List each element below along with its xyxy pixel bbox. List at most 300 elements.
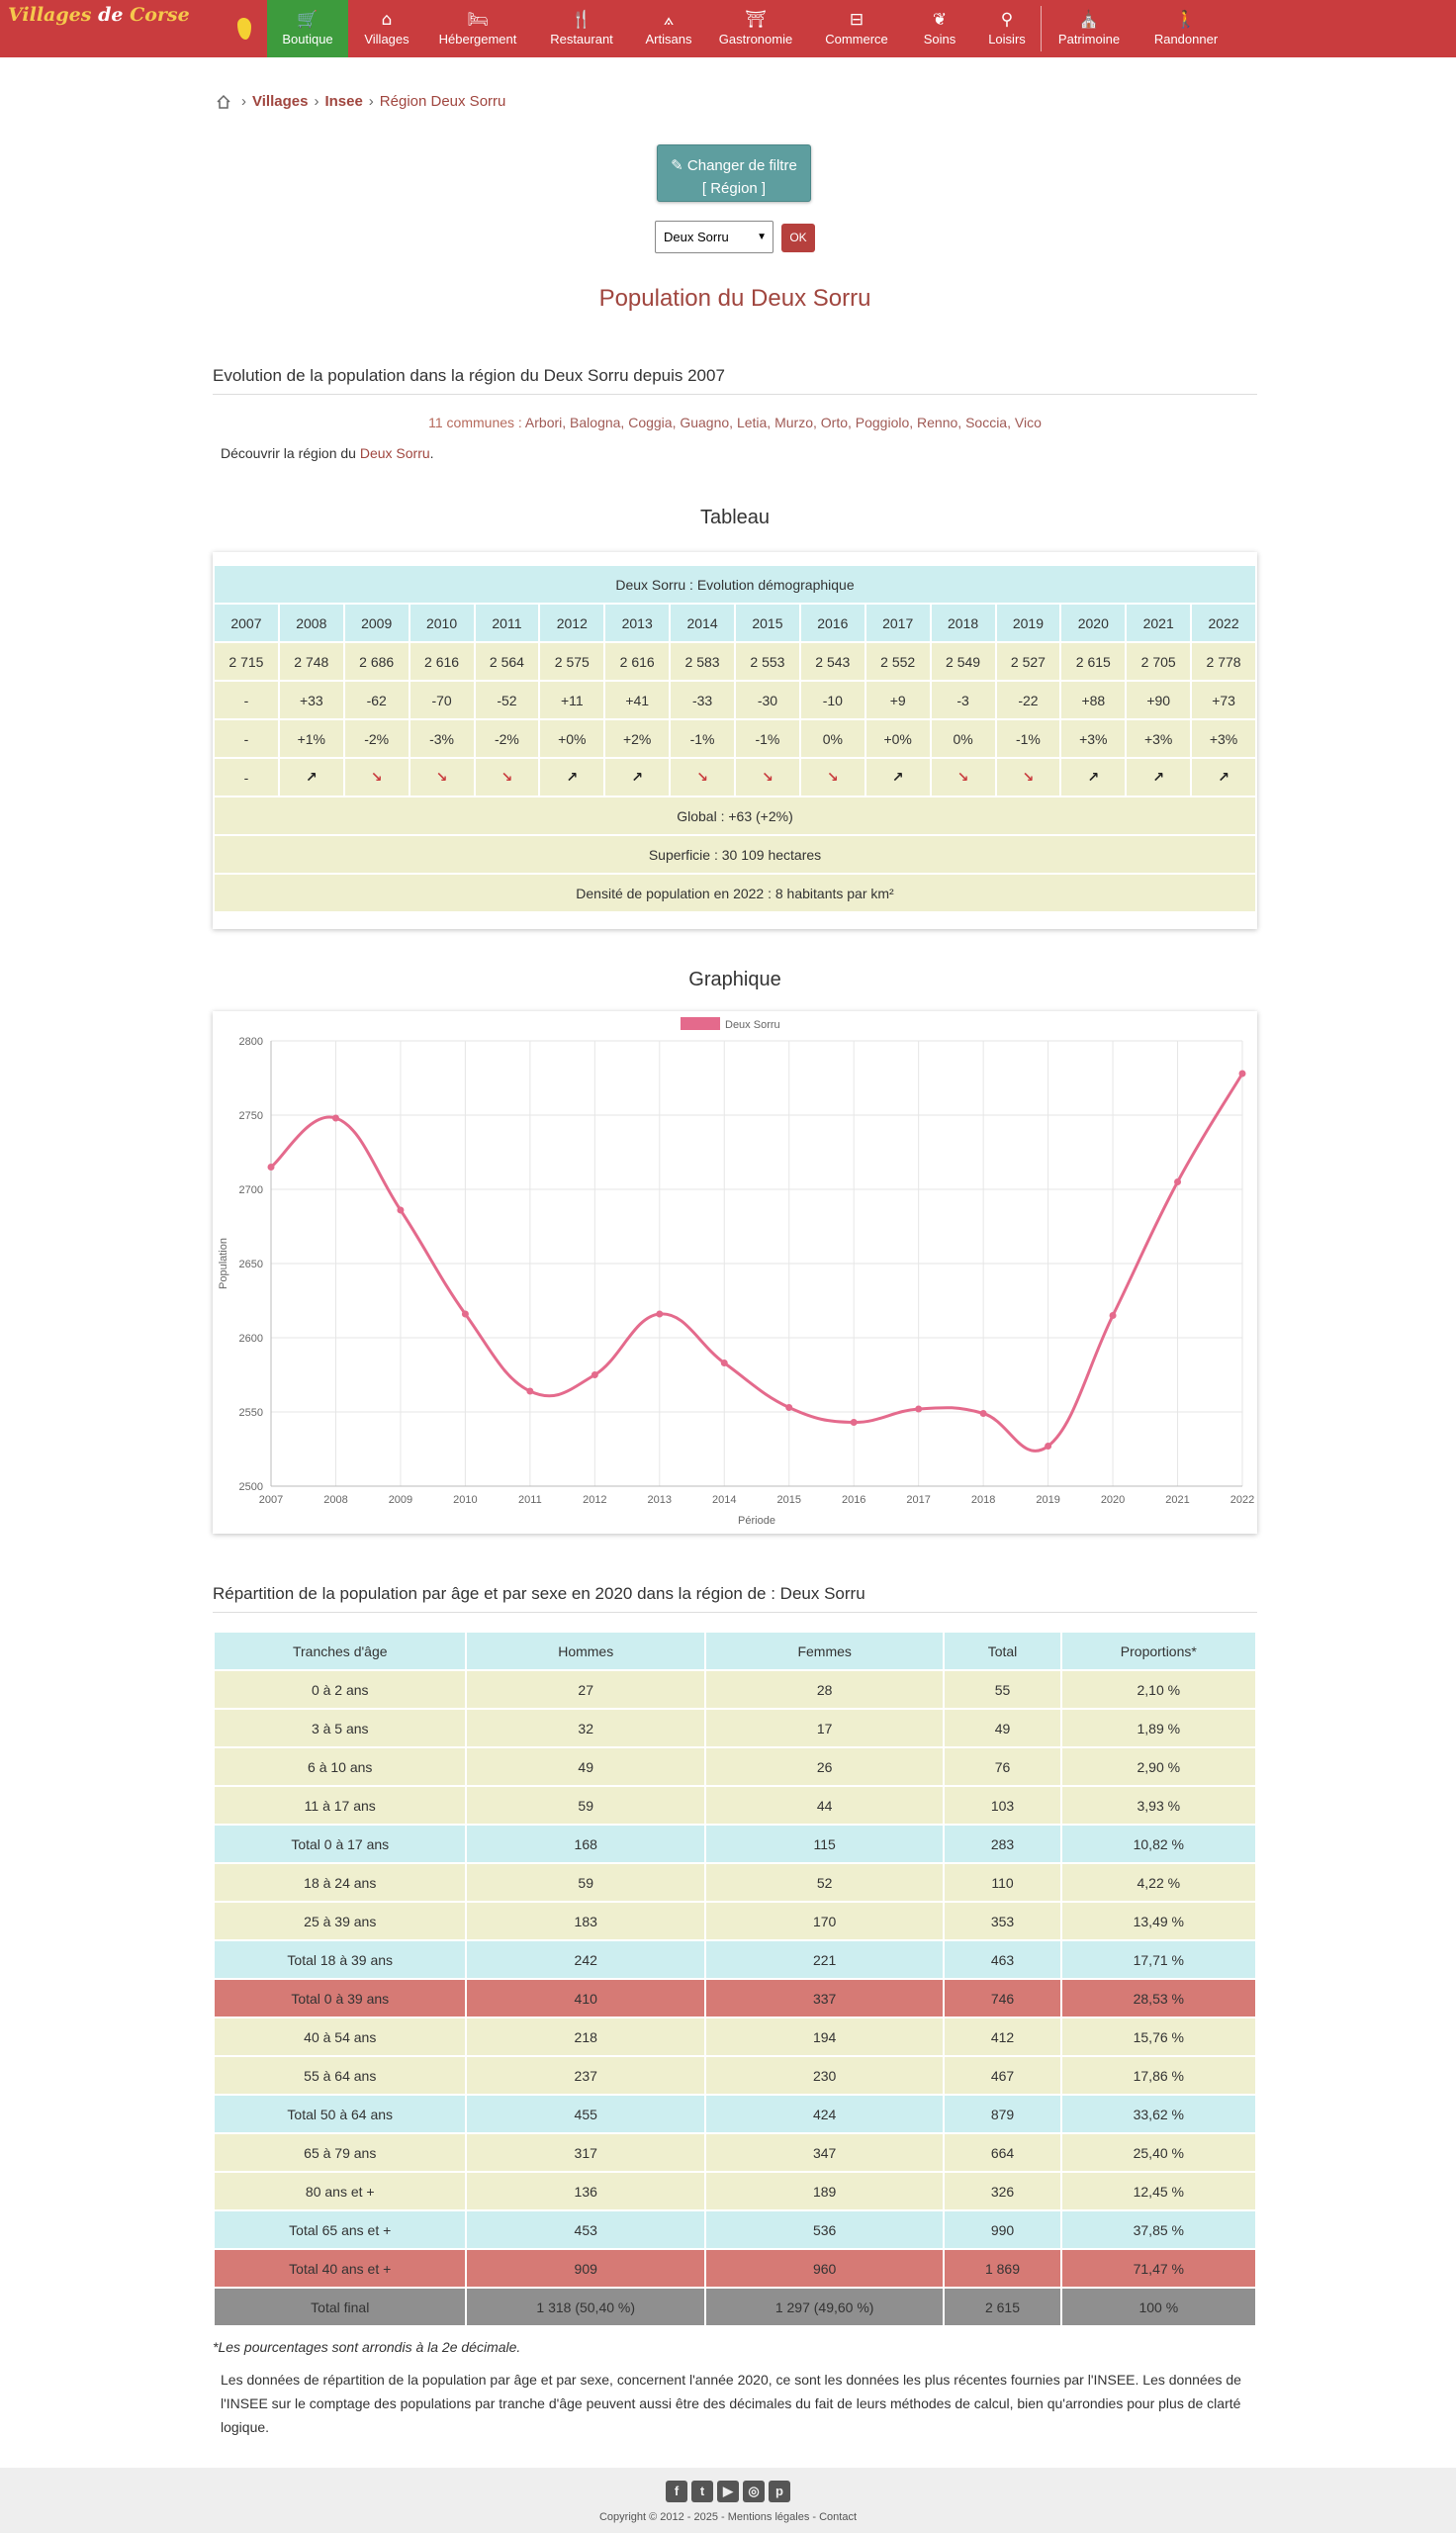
lotus-icon: ❦ (932, 10, 948, 30)
table-cell: 194 (705, 2017, 944, 2056)
diff-row-cell: - (214, 681, 279, 719)
corsica-map-icon[interactable] (237, 18, 251, 40)
table-cell: 237 (466, 2056, 704, 2095)
home-icon[interactable] (216, 94, 231, 110)
trend-up-icon: ↗ (1152, 770, 1165, 786)
insee-note: Les données de répartition de la population par âge et par sexe, concernent l'année 2020, ce sont les données les plus récentes fournies par l'INSEE. Les données de l'INSEE sur le comptage des populations par tranche d'âge peuvent aussi être des décimales du fait de leurs méthodes de calcul, bien qu'arrondies pour plus de clarté logique. (221, 2372, 1241, 2435)
nav-label: Gastronomie (718, 32, 793, 47)
social-links (666, 2481, 790, 2502)
table-cell: 353 (944, 1902, 1060, 1940)
population-row-cell: 2 748 (279, 642, 344, 681)
nav-item-loisirs[interactable] (973, 0, 1041, 57)
nav-label: Loisirs (988, 32, 1026, 47)
population-row-cell: 2 715 (214, 642, 279, 681)
series-line-deux-sorru (271, 1074, 1242, 1451)
pct-row-cell: +2% (604, 719, 670, 758)
table-cell: 18 à 24 ans (214, 1863, 466, 1902)
table-cell: 11 à 17 ans (214, 1786, 466, 1825)
x-tick-label: 2017 (906, 1494, 931, 1506)
table-cell: 1 869 (944, 2249, 1060, 2288)
x-tick-label: 2020 (1100, 1494, 1126, 1506)
table-cell: 183 (466, 1902, 704, 1940)
communes-links[interactable]: Arbori, Balogna, Coggia, Guagno, Letia, Murzo, Orto, Poggiolo, Renno, Soccia, Vico (524, 415, 1042, 430)
data-point[interactable] (851, 1420, 857, 1426)
table-cell: 2,90 % (1061, 1747, 1256, 1786)
evolution-heading: Evolution de la population dans la région du Deux Sorru depuis 2007 (213, 366, 1257, 395)
table-cell: 168 (466, 1825, 704, 1863)
year-row-cell: 2019 (996, 604, 1061, 642)
population-row-cell: 2 564 (475, 642, 540, 681)
y-axis-label: Population (218, 1238, 229, 1289)
brand-logo[interactable]: Villages de Corse (8, 4, 190, 26)
table-cell: 990 (944, 2210, 1060, 2249)
column-header: Proportions* (1061, 1632, 1256, 1670)
column-header: Femmes (705, 1632, 944, 1670)
data-point[interactable] (980, 1411, 986, 1417)
table-cell: 283 (944, 1825, 1060, 1863)
trend-up-icon: ↗ (1218, 770, 1229, 786)
population-row-cell: 2 686 (344, 642, 410, 681)
nav-label: Hébergement (438, 32, 517, 47)
table-cell: 664 (944, 2133, 1060, 2172)
x-axis-label: Période (738, 1515, 775, 1527)
trend-up-icon: ↗ (566, 770, 579, 786)
communes-list: 11 communes : Arbori, Balogna, Coggia, Guagno, Letia, Murzo, Orto, Poggiolo, Renno, Soccia, Vico (428, 415, 1042, 430)
nav-item-hébergement[interactable] (425, 0, 530, 57)
population-row-cell: 2 778 (1191, 642, 1256, 681)
year-row-cell: 2016 (800, 604, 865, 642)
pct-row-cell: +3% (1191, 719, 1256, 758)
diff-row-cell: +73 (1191, 681, 1256, 719)
tableau-heading: Tableau (699, 507, 771, 528)
trend-row-cell (344, 758, 410, 797)
year-row-cell: 2015 (735, 604, 800, 642)
diff-row-cell: -30 (735, 681, 800, 719)
year-row-cell: 2020 (1060, 604, 1126, 642)
table-row (214, 1940, 1256, 1979)
region-select[interactable]: Deux Sorru ▼ (655, 221, 774, 253)
nav-item-soins[interactable] (906, 0, 973, 57)
main-nav (267, 0, 1235, 57)
trend-row-cell (996, 758, 1061, 797)
table-cell: 463 (944, 1940, 1060, 1979)
nav-item-artisans[interactable] (633, 0, 704, 57)
table-cell: Total 0 à 39 ans (214, 1979, 466, 2017)
nav-item-boutique[interactable] (267, 0, 348, 57)
table-row (214, 1863, 1256, 1902)
table-cell: 59 (466, 1786, 704, 1825)
trend-down-icon: ↘ (370, 770, 383, 786)
diff-row (214, 681, 1256, 719)
table-row (214, 2172, 1256, 2210)
table-cell: 17 (705, 1709, 944, 1747)
year-row-cell: 2011 (475, 604, 540, 642)
population-row-cell: 2 527 (996, 642, 1061, 681)
trend-row-cell (475, 758, 540, 797)
change-filter-button[interactable]: ✎ Changer de filtre [ Région ] (657, 144, 811, 202)
trend-down-icon: ↘ (435, 770, 448, 786)
table-cell: 100 % (1061, 2288, 1256, 2326)
navbar (0, 0, 1456, 57)
diff-row-cell: +90 (1126, 681, 1191, 719)
x-tick-label: 2022 (1229, 1494, 1255, 1506)
trend-down-icon: ↘ (696, 770, 708, 786)
data-point[interactable] (1175, 1179, 1181, 1185)
twitter-icon[interactable]: t (691, 2481, 713, 2502)
table-cell: 6 à 10 ans (214, 1747, 466, 1786)
superficie-row-cell: Superficie : 30 109 hectares (214, 835, 1256, 874)
data-point[interactable] (1239, 1071, 1245, 1077)
x-tick-label: 2018 (970, 1494, 996, 1506)
trend-row-cell (539, 758, 604, 797)
trend-row-cell (410, 758, 475, 797)
y-tick-label: 2650 (238, 1259, 263, 1270)
diff-row-cell: -3 (931, 681, 996, 719)
pct-row-cell: +0% (539, 719, 604, 758)
monument-icon: ⛪ (1078, 10, 1100, 30)
table-cell: 28 (705, 1670, 944, 1709)
nav-label: Patrimoine (1057, 32, 1121, 47)
x-tick-label: 2015 (776, 1494, 801, 1506)
y-tick-label: 2500 (238, 1481, 263, 1493)
pct-row-cell: +1% (279, 719, 344, 758)
column-header: Total (944, 1632, 1060, 1670)
x-tick-label: 2009 (388, 1494, 413, 1506)
table-cell: 4,22 % (1061, 1863, 1256, 1902)
pct-row-cell: -2% (475, 719, 540, 758)
table-cell: 110 (944, 1863, 1060, 1902)
age-heading: Répartition de la population par âge et par sexe en 2020 dans la région de : Deux Sorru (213, 1584, 1257, 1613)
column-header: Tranches d'âge (214, 1632, 466, 1670)
evo-title-row-cell: Deux Sorru : Evolution démographique (214, 565, 1256, 604)
trend-row-cell (279, 758, 344, 797)
hiker-icon: 🚶 (1175, 10, 1197, 30)
table-row (214, 1747, 1256, 1786)
evo-title-row (214, 565, 1256, 604)
table-cell: 55 (944, 1670, 1060, 1709)
house-icon: ⌂ (381, 10, 393, 30)
x-tick-label: 2007 (258, 1494, 284, 1506)
facebook-icon[interactable]: f (666, 2481, 687, 2502)
trend-row-cell (931, 758, 996, 797)
table-cell: 3 à 5 ans (214, 1709, 466, 1747)
table-cell: 536 (705, 2210, 944, 2249)
table-cell: Total 18 à 39 ans (214, 1940, 466, 1979)
year-row-cell: 2010 (410, 604, 475, 642)
diff-row-cell: +88 (1060, 681, 1126, 719)
table-cell: 410 (466, 1979, 704, 2017)
nav-item-restaurant[interactable] (530, 0, 633, 57)
table-cell: 115 (705, 1825, 944, 1863)
table-cell: 15,76 % (1061, 2017, 1256, 2056)
pct-row-cell: -3% (410, 719, 475, 758)
data-point[interactable] (721, 1360, 727, 1366)
table-cell: 189 (705, 2172, 944, 2210)
population-row-cell: 2 575 (539, 642, 604, 681)
trend-up-icon: ↗ (631, 770, 644, 786)
nav-item-randonner[interactable] (1137, 0, 1235, 57)
trend-row-cell (1126, 758, 1191, 797)
table-row (214, 1786, 1256, 1825)
pct-row-cell: +3% (1060, 719, 1126, 758)
year-row (214, 604, 1256, 642)
table-cell: Total 65 ans et + (214, 2210, 466, 2249)
cart-icon: 🛒 (297, 10, 318, 30)
table-cell: 412 (944, 2017, 1060, 2056)
trend-down-icon: ↘ (500, 770, 513, 786)
trend-row-cell (800, 758, 865, 797)
x-tick-label: 2014 (712, 1494, 737, 1506)
people-icon: ⚲ (1000, 10, 1014, 30)
table-cell: 347 (705, 2133, 944, 2172)
data-point[interactable] (657, 1311, 663, 1317)
table-cell: 230 (705, 2056, 944, 2095)
diff-row-cell: -70 (410, 681, 475, 719)
chart-card (213, 1011, 1257, 1534)
table-cell: 909 (466, 2249, 704, 2288)
table-cell: 1,89 % (1061, 1709, 1256, 1747)
nav-item-villages[interactable] (348, 0, 425, 57)
table-cell: Total final (214, 2288, 466, 2326)
x-tick-label: 2012 (583, 1494, 607, 1506)
nav-label: Commerce (825, 32, 888, 47)
x-tick-label: 2013 (647, 1494, 673, 1506)
evolution-table (213, 564, 1257, 913)
table-row (214, 1709, 1256, 1747)
table-cell: 2,10 % (1061, 1670, 1256, 1709)
table-cell: 49 (944, 1709, 1060, 1747)
data-point[interactable] (916, 1406, 922, 1412)
table-cell: 25 à 39 ans (214, 1902, 466, 1940)
population-row-cell: 2 616 (410, 642, 475, 681)
table-cell: 1 297 (49,60 %) (705, 2288, 944, 2326)
table-cell: 40 à 54 ans (214, 2017, 466, 2056)
year-row-cell: 2021 (1126, 604, 1191, 642)
diff-row-cell: -62 (344, 681, 410, 719)
pct-row-cell: - (214, 719, 279, 758)
bed-icon: 🛏 (467, 10, 489, 30)
table-cell: 65 à 79 ans (214, 2133, 466, 2172)
diff-row-cell: -10 (800, 681, 865, 719)
table-cell: 221 (705, 1940, 944, 1979)
y-tick-label: 2600 (238, 1333, 263, 1345)
global-row-cell: Global : +63 (+2%) (214, 797, 1256, 835)
table-cell: 28,53 % (1061, 1979, 1256, 2017)
cutlery-icon: 🍴 (571, 10, 592, 30)
table-cell: 467 (944, 2056, 1060, 2095)
trend-up-icon: ↗ (891, 770, 904, 786)
pct-row-cell: -1% (996, 719, 1061, 758)
age-table-wrap (213, 1631, 1257, 2327)
diff-row-cell: +11 (539, 681, 604, 719)
table-cell: 0 à 2 ans (214, 1670, 466, 1709)
data-point[interactable] (786, 1405, 792, 1411)
trend-down-icon: ↘ (1022, 770, 1035, 786)
page-title: Population du Deux Sorru (598, 285, 871, 312)
youtube-icon[interactable]: ▶ (717, 2481, 739, 2502)
data-point[interactable] (592, 1372, 597, 1378)
year-row-cell: 2017 (865, 604, 931, 642)
table-cell: 59 (466, 1863, 704, 1902)
nav-item-patrimoine[interactable] (1042, 0, 1137, 57)
population-row-cell: 2 552 (865, 642, 931, 681)
table-cell: 25,40 % (1061, 2133, 1256, 2172)
data-point[interactable] (1110, 1313, 1116, 1319)
breadcrumb-current: Région Deux Sorru (379, 93, 506, 110)
pct-row (214, 719, 1256, 758)
densite-row-cell: Densité de population en 2022 : 8 habitants par km² (214, 874, 1256, 912)
table-cell: 44 (705, 1786, 944, 1825)
trend-down-icon: ↘ (762, 770, 774, 786)
table-cell: Total 50 à 64 ans (214, 2095, 466, 2133)
trend-row-cell: - (214, 758, 279, 797)
data-point[interactable] (462, 1311, 468, 1317)
superficie-row (214, 835, 1256, 874)
table-cell: 33,62 % (1061, 2095, 1256, 2133)
table-cell: 26 (705, 1747, 944, 1786)
table-cell: 76 (944, 1747, 1060, 1786)
chevron-down-icon: ▼ (757, 232, 767, 242)
discover-region-link[interactable]: Deux Sorru (359, 445, 430, 461)
trend-up-icon: ↗ (305, 770, 318, 786)
table-cell: 103 (944, 1786, 1060, 1825)
nav-label: Soins (923, 32, 956, 47)
trend-row-cell (670, 758, 735, 797)
breadcrumb-insee[interactable]: Insee (324, 93, 363, 110)
year-row-cell: 2013 (604, 604, 670, 642)
table-cell: 1 318 (50,40 %) (466, 2288, 704, 2326)
y-tick-label: 2750 (238, 1110, 263, 1122)
nav-item-gastronomie[interactable] (704, 0, 807, 57)
table-row (214, 2249, 1256, 2288)
evolution-table-card (213, 552, 1257, 929)
x-tick-label: 2019 (1036, 1494, 1060, 1506)
age-table (213, 1631, 1257, 2327)
table-row (214, 1902, 1256, 1940)
y-tick-label: 2800 (238, 1036, 263, 1048)
nav-label: Restaurant (550, 32, 613, 47)
trend-row-cell (865, 758, 931, 797)
nav-label: Villages (364, 32, 410, 47)
year-row-cell: 2018 (931, 604, 996, 642)
table-row (214, 1825, 1256, 1863)
diff-row-cell: +33 (279, 681, 344, 719)
global-row (214, 797, 1256, 835)
x-tick-label: 2016 (841, 1494, 866, 1506)
shop-icon: ⊟ (849, 10, 864, 30)
diff-row-cell: -22 (996, 681, 1061, 719)
x-tick-label: 2011 (518, 1494, 542, 1506)
copyright[interactable]: Copyright © 2012 - 2025 - Mentions légales - Contact (598, 2511, 858, 2523)
trend-up-icon: ↗ (1087, 770, 1100, 786)
pct-row-cell: +0% (865, 719, 931, 758)
table-cell: 17,86 % (1061, 2056, 1256, 2095)
table-cell: 55 à 64 ans (214, 2056, 466, 2095)
breadcrumb-villages[interactable]: Villages (252, 93, 309, 110)
data-point[interactable] (332, 1115, 338, 1121)
data-point[interactable] (268, 1165, 274, 1171)
x-tick-label: 2010 (453, 1494, 478, 1506)
column-header: Hommes (466, 1632, 704, 1670)
nav-label: Artisans (645, 32, 692, 47)
diff-row-cell: -33 (670, 681, 735, 719)
table-row (214, 2210, 1256, 2249)
trend-down-icon: ↘ (826, 770, 839, 786)
table-row (214, 2095, 1256, 2133)
rounding-note: *Les pourcentages sont arrondis à la 2e décimale. (213, 2339, 521, 2355)
densite-row (214, 874, 1256, 912)
graphique-heading: Graphique (688, 969, 781, 990)
discover-text: Découvrir la région du Deux Sorru. (221, 445, 434, 461)
table-cell: 218 (466, 2017, 704, 2056)
data-point[interactable] (527, 1388, 533, 1394)
table-cell: 879 (944, 2095, 1060, 2133)
nav-item-commerce[interactable] (807, 0, 906, 57)
legend-label[interactable]: Deux Sorru (725, 1019, 780, 1031)
diff-row-cell: +41 (604, 681, 670, 719)
pct-row-cell: +3% (1126, 719, 1191, 758)
table-cell: 242 (466, 1940, 704, 1979)
table-cell: 52 (705, 1863, 944, 1902)
table-cell: 317 (466, 2133, 704, 2172)
age-header-row (214, 1632, 1256, 1670)
pinterest-icon[interactable]: p (769, 2481, 790, 2502)
pct-row-cell: 0% (931, 719, 996, 758)
population-chart (213, 1011, 1257, 1534)
table-row (214, 2133, 1256, 2172)
data-point[interactable] (1046, 1444, 1051, 1450)
year-row-cell: 2012 (539, 604, 604, 642)
table-cell: Total 40 ans et + (214, 2249, 466, 2288)
table-cell: 13,49 % (1061, 1902, 1256, 1940)
data-point[interactable] (398, 1207, 404, 1213)
population-row-cell: 2 543 (800, 642, 865, 681)
table-cell: 746 (944, 1979, 1060, 2017)
trend-row (214, 758, 1256, 797)
population-row-cell: 2 615 (1060, 642, 1126, 681)
table-cell: Total 0 à 17 ans (214, 1825, 466, 1863)
table-cell: 960 (705, 2249, 944, 2288)
table-cell: 27 (466, 1670, 704, 1709)
table-cell: 49 (466, 1747, 704, 1786)
trend-row-cell (1191, 758, 1256, 797)
y-tick-label: 2700 (238, 1184, 263, 1196)
table-cell: 136 (466, 2172, 704, 2210)
table-row (214, 2056, 1256, 2095)
population-row-cell: 2 583 (670, 642, 735, 681)
instagram-icon[interactable]: ◎ (743, 2481, 765, 2502)
population-row-cell: 2 549 (931, 642, 996, 681)
trend-row-cell (1060, 758, 1126, 797)
year-row-cell: 2007 (214, 604, 279, 642)
table-cell: 424 (705, 2095, 944, 2133)
diff-row-cell: +9 (865, 681, 931, 719)
trend-down-icon: ↘ (956, 770, 969, 786)
table-cell: 326 (944, 2172, 1060, 2210)
legend-swatch[interactable] (681, 1017, 720, 1030)
pct-row-cell: 0% (800, 719, 865, 758)
x-tick-label: 2008 (323, 1494, 348, 1506)
nav-label: Randonner (1153, 32, 1219, 47)
pct-row-cell: -1% (735, 719, 800, 758)
ok-button[interactable]: OK (781, 224, 815, 252)
table-cell: 17,71 % (1061, 1940, 1256, 1979)
table-cell: 32 (466, 1709, 704, 1747)
pct-row-cell: -1% (670, 719, 735, 758)
table-cell: 337 (705, 1979, 944, 2017)
population-row (214, 642, 1256, 681)
table-cell: 12,45 % (1061, 2172, 1256, 2210)
